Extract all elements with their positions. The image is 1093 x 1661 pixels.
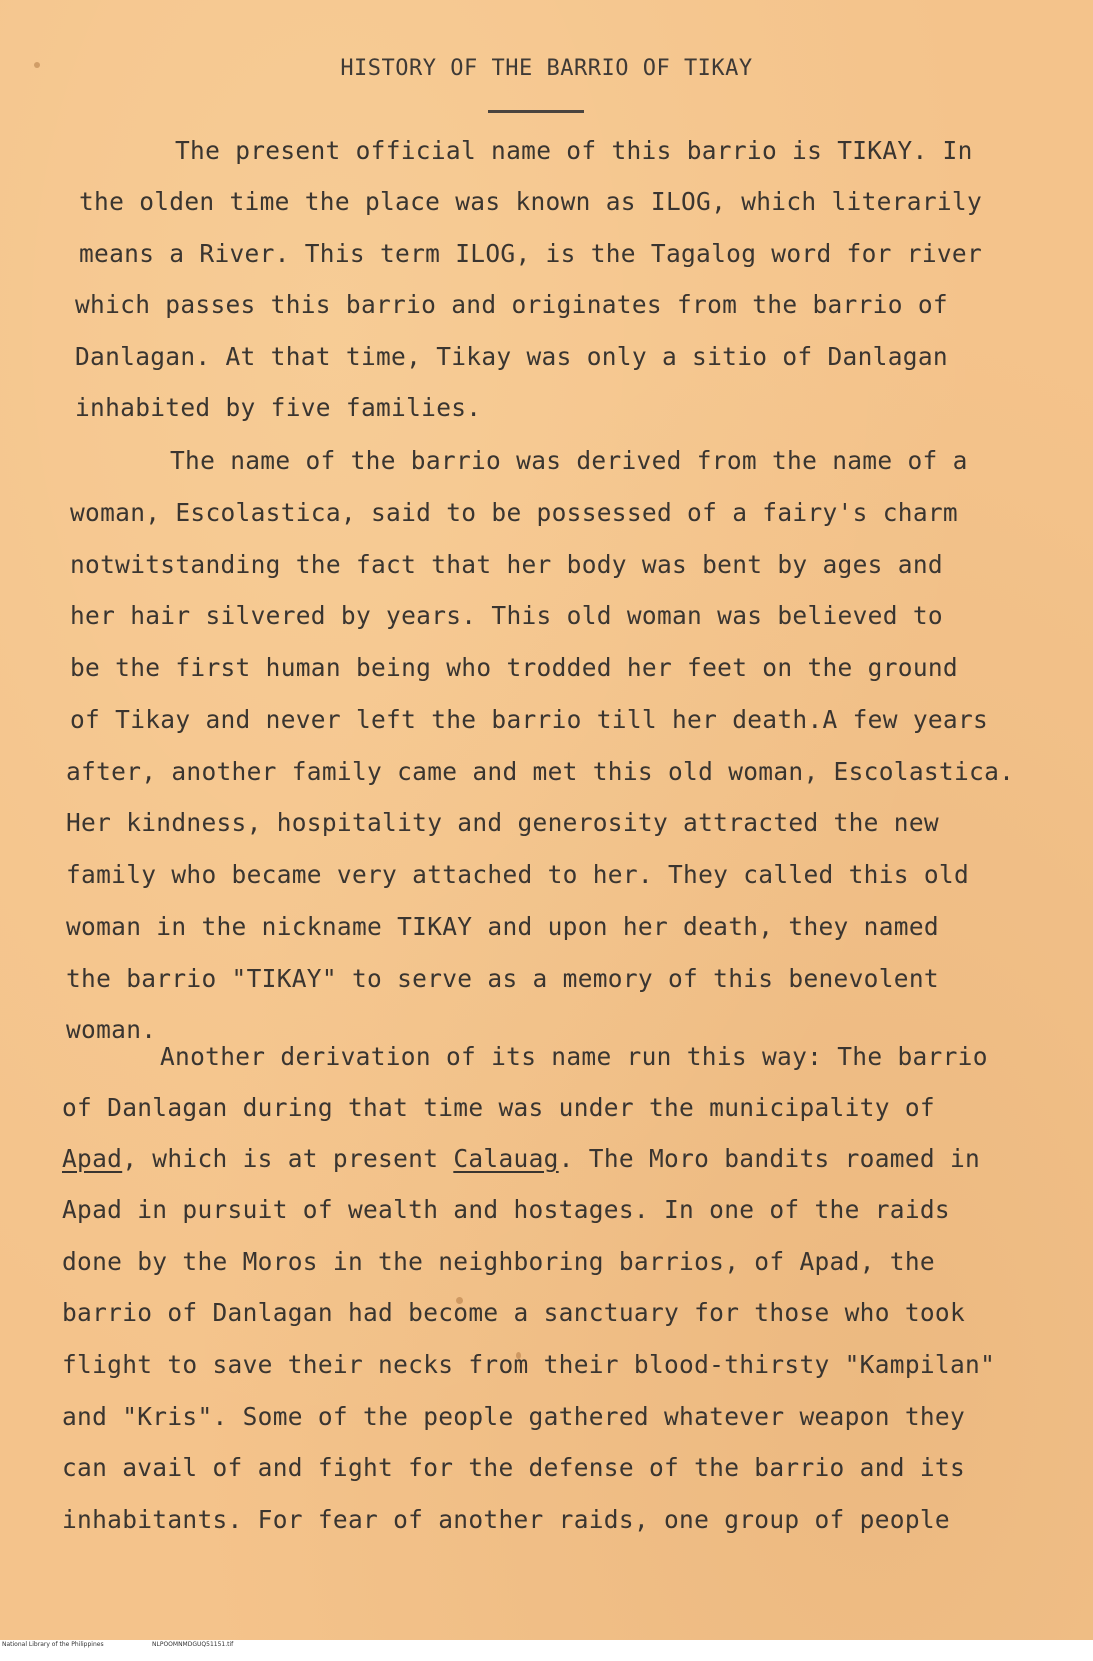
text-line: inhabitants. For fear of another raids, one group of people [62,1505,950,1534]
text-line: woman, Escolastica, said to be possessed of a fairy's charm [70,498,958,527]
text-line: flight to save their necks from their blood-thirsty "Kampilan" [62,1350,996,1379]
text-segment: , which is at present [122,1144,454,1173]
text-line: and "Kris". Some of the people gathered whatever weapon they [62,1402,966,1431]
text-line: The present official name of this barrio is TIKAY. In [175,136,973,165]
text-line: of Tikay and never left the barrio till her death.A few years [70,705,989,734]
text-line: Another derivation of its name run this way: The barrio [160,1042,988,1071]
text-segment: . The Moro bandits roamed in [558,1144,981,1173]
text-line: which passes this barrio and originates from the barrio of [75,290,948,319]
text-line: woman in the nickname TIKAY and upon her death, they named [66,912,939,941]
text-line: of Danlagan during that time was under the municipality of [62,1093,935,1122]
text-line: Danlagan. At that time, Tikay was only a sitio of Danlagan [75,342,948,371]
text-line: Apad in pursuit of wealth and hostages. In one of the raids [62,1195,950,1224]
text-line: barrio of Danlagan had become a sanctuary for those who took [62,1298,966,1327]
scan-footer [0,1640,1093,1650]
file-identifier: NLPOOMNMDGUQ51151.tif [152,1641,234,1648]
text-line: her hair silvered by years. This old woman was believed to [70,601,943,630]
underlined-place-calauag: Calauag [453,1144,559,1173]
text-line: woman. [66,1015,157,1044]
text-line: family who became very attached to her. They called this old [66,860,970,889]
text-line: means a River. This term ILOG, is the Tagalog word for river [79,239,983,268]
document-title: HISTORY OF THE BARRIO OF TIKAY [340,56,753,81]
text-line: be the first human being who trodded her feet on the ground [70,653,958,682]
text-line-with-underlines [62,1144,980,1173]
library-name: National Library of the Philippines [2,1641,104,1648]
text-line: The name of the barrio was derived from the name of a [170,446,968,475]
text-line: done by the Moros in the neighboring barrios, of Apad, the [62,1247,935,1276]
title-underline [488,110,584,113]
text-line: Her kindness, hospitality and generosity attracted the new [66,808,939,837]
underlined-place-apad: Apad [62,1144,123,1173]
text-line: after, another family came and met this old woman, Escolastica. [66,757,1015,786]
text-line: inhabited by five families. [75,393,482,422]
text-line: notwitstanding the fact that her body was bent by ages and [70,550,943,579]
text-line: the barrio "TIKAY" to serve as a memory of this benevolent [66,964,939,993]
text-line: the olden time the place was known as ILOG, which literarily [79,187,983,216]
text-line: can avail of and fight for the defense of the barrio and its [62,1453,966,1482]
